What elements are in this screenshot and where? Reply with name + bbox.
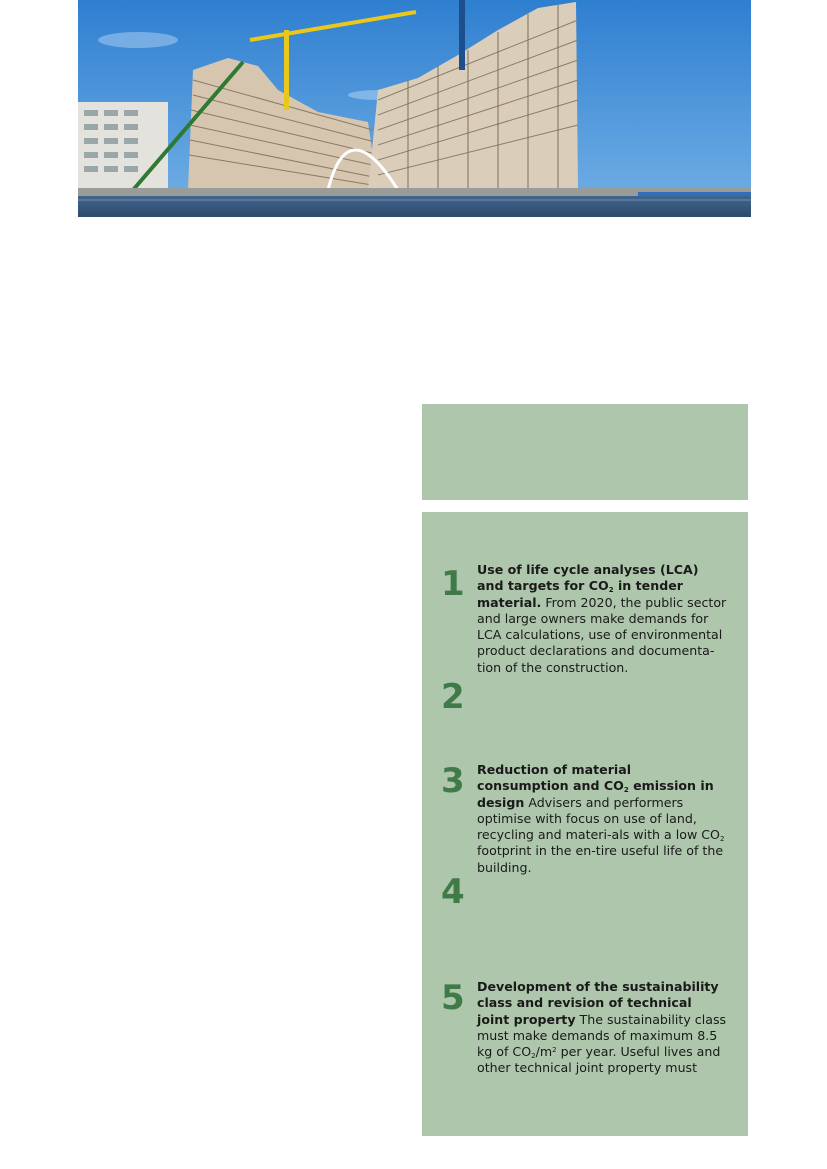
hero-photo (78, 0, 751, 217)
step-body: The sustainability class must make demands of maximum 8.5 kg of CO (477, 1011, 727, 1060)
step-title: Development of the sustainability class and revision of technical joint property (477, 979, 719, 1027)
step-title: Reduction of material consumption and CO (477, 762, 632, 794)
step-1 (422, 562, 748, 674)
step-text: Use of life cycle analyses (LCA) and targets for $CO_2$ in tender material. From 2020, the public sector and large owners make demands for LCA calculations, use of environmental product declarations and documenta-tion of the construction. (477, 562, 727, 674)
step-number: 3 (441, 761, 465, 801)
step-text: Development of the sustainability class and revision of technical joint property The sustainability class must make demands of maximum 8.5 kg of $CO_2/m^2$ per year. Useful lives and other technical joint property must (477, 979, 727, 1076)
steps-box (422, 512, 748, 1136)
step-3 (422, 761, 748, 875)
step-4 (422, 872, 748, 915)
step-text: Reduction of material consumption and $CO_2$ emission in design Advisers and performers optimise with focus on use of land, recycling and materi-als with a low $CO_2$ footprint in the en-tire useful life of the building. (477, 762, 725, 875)
step-body: From 2020, the public sector and large owners make demands for LCA calculations, use of environmental product declarations and documenta-tion of the construction. (477, 594, 727, 674)
construction-photo (78, 0, 751, 217)
step-5 (422, 979, 748, 1099)
step-number: 1 (441, 564, 465, 604)
step-title: Use of life cycle analyses (LCA) and targets for CO (477, 562, 699, 594)
step-body: Advisers and performers optimise with focus on use of land, recycling and materi-als with a low CO (477, 794, 720, 843)
step-number: 5 (441, 978, 465, 1018)
summary-box (422, 404, 748, 500)
step-2 (422, 677, 748, 720)
step-number: 4 (441, 872, 465, 912)
step-number: 2 (441, 677, 465, 717)
